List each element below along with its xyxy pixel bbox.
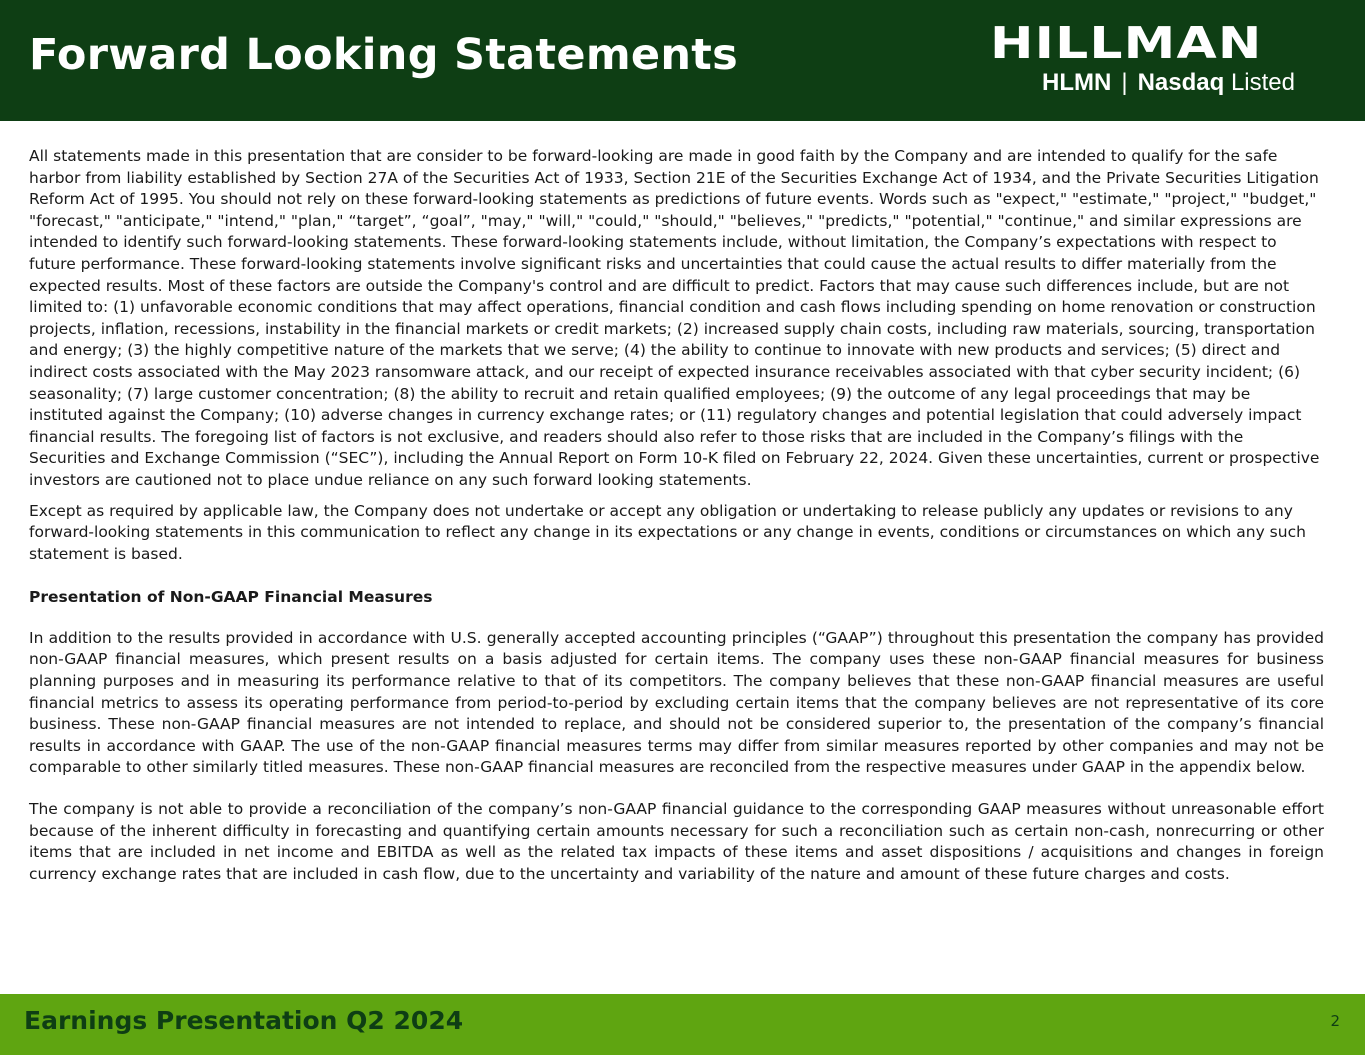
company-logo xyxy=(990,18,1350,98)
logo-listing xyxy=(1042,70,1295,96)
non-gaap-paragraph-2: The company is not able to provide a reconciliation of the company’s non-GAAP financial guidance to the corresponding GAAP measures without unreasonable effort because of the inherent difficulty in forecasting and quantifying certain amounts necessary for such a reconciliation such as certain non-cash, nonrecurring or other items that are included in net income and EBITDA as well as the related tax impacts of these items and asset dispositions / acquisitions and changes in foreign currency exchange rates that are included in cash flow, due to the uncertainty and variability of the nature and amount of these future charges and costs. xyxy=(29,800,1324,883)
non-gaap-heading: Presentation of Non-GAAP Financial Measures xyxy=(29,588,433,607)
non-gaap-paragraph-1: In addition to the results provided in accordance with U.S. generally accepted accounting principles (“GAAP”) throughout this presentation the company has provided non-GAAP financial measures, which present results on a basis adjusted for certain items. The company uses these non-GAAP financial measures for business planning purposes and in measuring its performance relative to that of its competitors. The company believes that these non-GAAP financial measures are useful financial metrics to assess its operating performance from period-to-period by excluding certain items that the company believes are not representative of its core business. These non-GAAP financial measures are not intended to replace, and should not be considered superior to, the presentation of the company’s financial results in accordance with GAAP. The use of the non-GAAP financial measures terms may differ from similar measures reported by other companies and may not be comparable to other similarly titled measures. These non-GAAP financial measures are reconciled from the respective measures under GAAP in the appendix below. xyxy=(29,628,1324,777)
header-bar xyxy=(0,0,1365,121)
logo-listed: Listed xyxy=(1230,69,1295,96)
document-body xyxy=(29,146,1324,905)
logo-ticker: HLMN xyxy=(1042,69,1112,96)
logo-wordmark: HILLMAN xyxy=(990,18,1263,69)
forward-looking-paragraph-1: All statements made in this presentation that are consider to be forward-looking are made in good faith by the Company and are intended to qualify for the safe harbor from liability established by Section 27A of the Securities Act of 1933, Section 21E of the Securities Exchange Act of 1934, and the Private Securities Litigation Reform Act of 1995. You should not rely on these forward-looking statements as predictions of future events. Words such as "expect," "estimate," "project," "budget," "forecast," "anticipate," "intend," "plan," “target”, “goal”, "may," "will," "could," "should," "believes," "predicts," "potential," "continue," and similar expressions are intended to identify such forward-looking statements. These forward-looking statements include, without limitation, the Company’s expectations with respect to future performance. These forward-looking statements involve significant risks and uncertainties that could cause the actual results to differ materially from the expected results. Most of these factors are outside the Company's control and are difficult to predict. Factors that may cause such differences include, but are not limited to: (1) unfavorable economic conditions that may affect operations, financial condition and cash flows including spending on home renovation or construction projects, inflation, recessions, instability in the financial markets or credit markets; (2) increased supply chain costs, including raw materials, sourcing, transportation and energy; (3) the highly competitive nature of the markets that we serve; (4) the ability to continue to innovate with new products and services; (5) direct and indirect costs associated with the May 2023 ransomware attack, and our receipt of expected insurance receivables associated with that cyber security incident; (6) seasonality; (7) large customer concentration; (8) the ability to recruit and retain qualified employees; (9) the outcome of any legal proceedings that may be instituted against the Company; (10) adverse changes in currency exchange rates; or (11) regulatory changes and potential legislation that could adversely impact financial results. The foregoing list of factors is not exclusive, and readers should also refer to those risks that are included in the Company’s filings with the Securities and Exchange Commission (“SEC”), including the Annual Report on Form 10-K filed on February 22, 2024. Given these uncertainties, current or prospective investors are cautioned not to place undue reliance on any such forward looking statements. xyxy=(29,147,1320,489)
forward-looking-paragraph-2: Except as required by applicable law, the Company does not undertake or accept any obligation or undertaking to release publicly any updates or revisions to any forward-looking statements in this communication to reflect any change in its expectations or any change in events, conditions or circumstances on which any such statement is based. xyxy=(29,501,1306,563)
page-number: 2 xyxy=(1330,1012,1340,1030)
footer-title: Earnings Presentation Q2 2024 xyxy=(24,1006,464,1035)
logo-exchange: Nasdaq xyxy=(1137,69,1225,96)
logo-separator: | xyxy=(1121,69,1128,96)
footer-bar xyxy=(0,994,1365,1055)
page-title: Forward Looking Statements xyxy=(29,30,739,80)
